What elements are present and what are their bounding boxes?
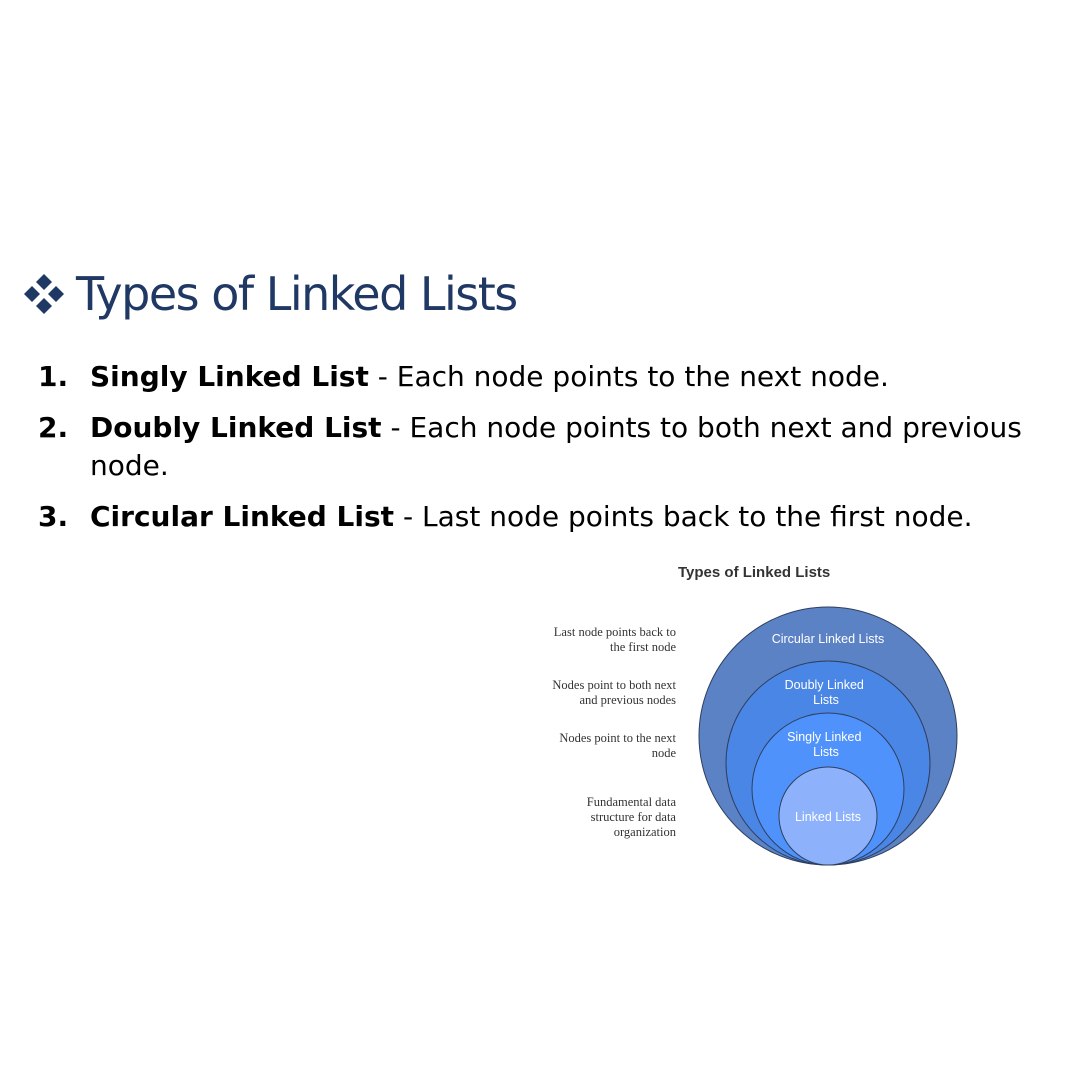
diagram-title: Types of Linked Lists	[678, 564, 831, 581]
description-line: Nodes point to the next	[559, 731, 676, 745]
description-line: Nodes point to both next	[552, 678, 676, 692]
ring-label-line: Lists	[813, 745, 839, 759]
list-item-text	[90, 409, 1038, 485]
ring-label-line: Doubly Linked	[784, 678, 864, 692]
ring-label-linked-lists	[795, 810, 861, 824]
ring-label-line: Lists	[813, 693, 839, 707]
description-line: the first node	[610, 640, 676, 654]
types-list	[38, 358, 1038, 549]
description-line: Last node points back to	[553, 625, 676, 639]
list-item-name: Singly Linked List	[90, 360, 369, 393]
description-line: organization	[613, 825, 676, 839]
ring-label-line: Linked Lists	[794, 810, 862, 824]
list-item-number: 1.	[38, 360, 69, 393]
list-item-text	[90, 498, 1038, 536]
list-item-description: - Last node points back to the first node.	[394, 500, 973, 533]
list-item	[38, 409, 1038, 485]
ring-label-line: Singly Linked	[787, 730, 862, 744]
list-item	[38, 498, 1038, 536]
four-diamond-bullet-icon	[22, 272, 66, 316]
list-item-description: - Each node points to the next node.	[368, 360, 889, 393]
page-title: Types of Linked Lists	[76, 267, 517, 321]
list-item-number: 3.	[38, 500, 69, 533]
list-item-description: - Each node points to both next and previous node.	[90, 411, 1022, 482]
list-item	[38, 358, 1038, 396]
list-item-name: Circular Linked List	[90, 500, 395, 533]
description-line: Fundamental data	[586, 795, 676, 809]
list-item-text	[90, 358, 1038, 396]
description-line: structure for data	[590, 810, 676, 824]
nested-circles-diagram	[520, 556, 980, 876]
rings-svg	[520, 556, 980, 876]
ring-label-line: Circular Linked Lists	[771, 632, 885, 646]
slide-title	[22, 262, 517, 326]
list-item-number: 2.	[38, 411, 69, 444]
description-line: and previous nodes	[579, 693, 676, 707]
list-item-name: Doubly Linked List	[90, 411, 382, 444]
description-line: node	[651, 746, 676, 760]
ring-label-circular	[772, 632, 885, 646]
